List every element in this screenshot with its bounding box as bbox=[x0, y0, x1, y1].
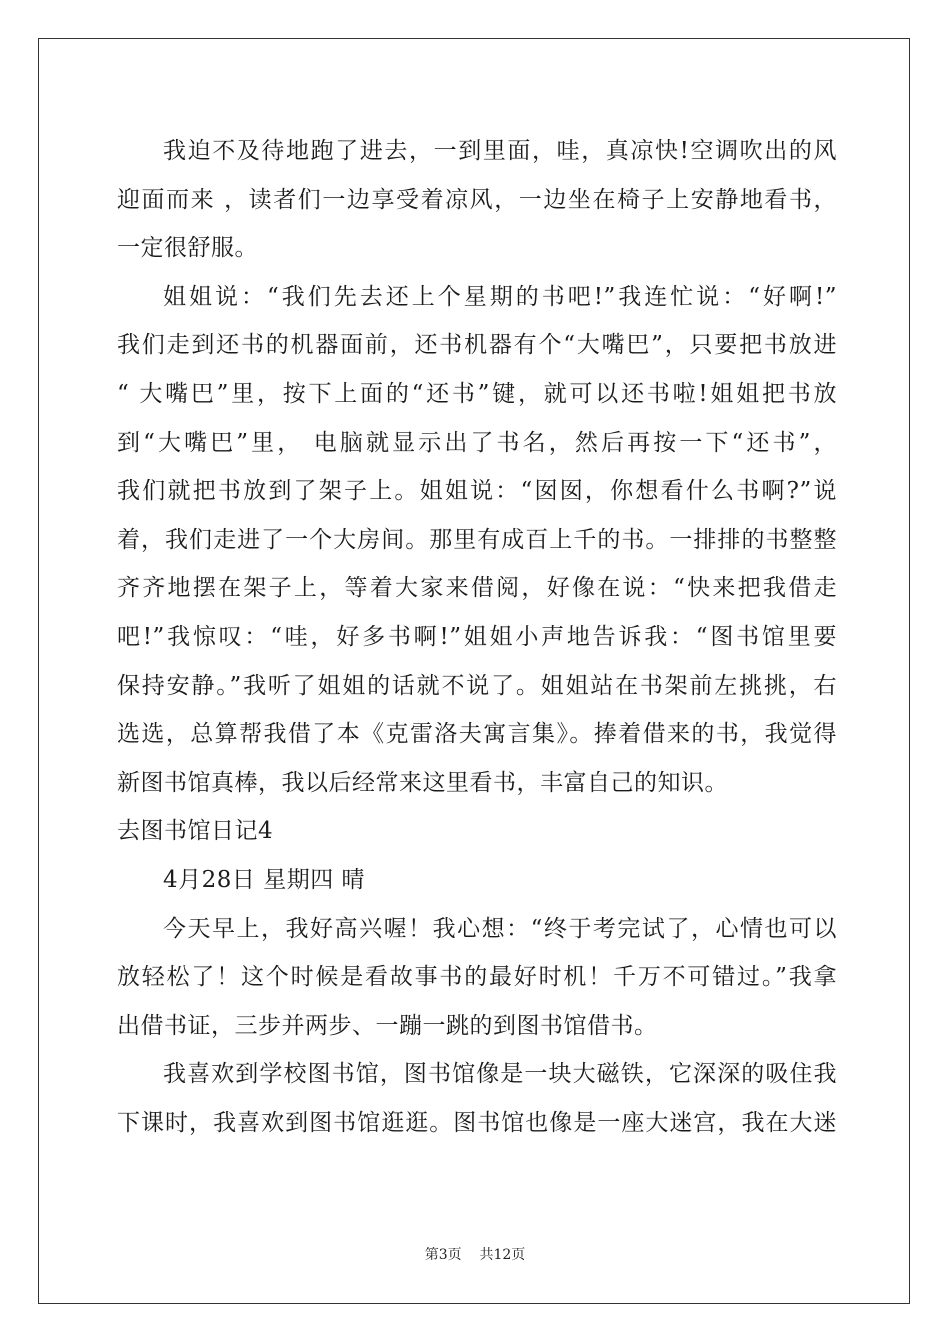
text-line: 着，我们走进了一个大房间。那里有成百上千的书。一排排的书整整 bbox=[117, 526, 837, 553]
text-line: 我迫不及待地跑了进去，一到里面，哇，真凉快!空调吹出的风 bbox=[163, 138, 837, 164]
text-line: “ 大嘴巴”里，按下上面的“还书”键，就可以还书啦!姐姐把书放 bbox=[117, 380, 837, 407]
text-line: 我们走到还书的机器面前，还书机器有个“大嘴巴”，只要把书放进 bbox=[117, 332, 837, 359]
document-body bbox=[117, 127, 837, 1147]
text-line: 放轻松了！这个时候是看故事书的最好时机！千万不可错过。”我拿 bbox=[117, 964, 837, 991]
text-line: 到“大嘴巴”里， 电脑就显示出了书名，然后再按一下“还书”， bbox=[117, 429, 837, 456]
text-line: 下课时，我喜欢到图书馆逛逛。图书馆也像是一座大迷宫，我在大迷 bbox=[117, 1109, 837, 1136]
text-line: 齐齐地摆在架子上，等着大家来借阅，好像在说：“快来把我借走 bbox=[117, 575, 837, 602]
text-line: 姐姐说：“我们先去还上个星期的书吧!”我连忙说：“好啊!” bbox=[163, 283, 837, 310]
page-footer: 第3页 共12页 bbox=[424, 1247, 526, 1263]
text-line: 一定很舒服。 bbox=[117, 235, 258, 262]
text-line: 新图书馆真棒，我以后经常来这里看书，丰富自己的知识。 bbox=[117, 769, 728, 796]
text-line: 吧!”我惊叹：“哇，好多书啊!”姐姐小声地告诉我：“图书馆里要 bbox=[117, 623, 837, 650]
text-line: 出借书证，三步并两步、一蹦一跳的到图书馆借书。 bbox=[117, 1012, 658, 1039]
text-line: 迎面而来 ，读者们一边享受着凉风，一边坐在椅子上安静地看书， bbox=[117, 186, 837, 213]
text-line: 今天早上，我好高兴喔！我心想：“终于考完试了，心情也可以 bbox=[163, 915, 837, 942]
diary-date-line: 4月28日 星期四 晴 bbox=[163, 866, 366, 893]
section-heading: 去图书馆日记4 bbox=[117, 818, 274, 845]
text-line: 保持安静。”我听了姐姐的话就不说了。姐姐站在书架前左挑挑，右 bbox=[117, 672, 837, 699]
text-line: 选选，总算帮我借了本《克雷洛夫寓言集》。捧着借来的书，我觉得 bbox=[117, 721, 837, 748]
text-line: 我喜欢到学校图书馆，图书馆像是一块大磁铁，它深深的吸住我 bbox=[163, 1061, 837, 1088]
text-line: 我们就把书放到了架子上。姐姐说：“囡囡，你想看什么书啊?”说 bbox=[117, 478, 837, 505]
